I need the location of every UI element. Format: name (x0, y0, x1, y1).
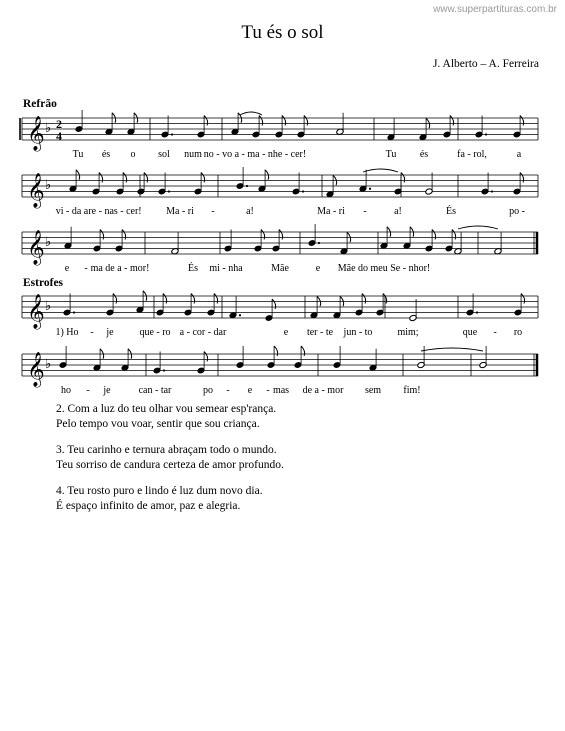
lyric-syllable: de a - mor (302, 385, 344, 396)
lyric-syllable: e (64, 263, 70, 274)
treble-clef-icon: 𝄞 (27, 174, 45, 207)
treble-clef-icon: 𝄞 (27, 353, 45, 386)
note-flag (279, 230, 283, 240)
verse-line: 4. Teu rosto puro e lindo é luz dum novo dia. (56, 485, 263, 497)
lyric-syllable: És (188, 263, 198, 274)
staff-2-notes (69, 167, 524, 198)
lyric-syllable: - (226, 385, 230, 396)
lyric-syllable: mim; (397, 327, 419, 338)
flat-icon: ♭ (45, 234, 52, 249)
flat-icon: ♭ (45, 120, 52, 135)
verse-line: Teu sorriso de candura certeza de amor profundo. (56, 458, 284, 471)
note-flag (401, 173, 405, 183)
lyric-syllable: ma de a - mor! (90, 263, 150, 274)
note-dot (476, 311, 478, 313)
lyric-syllable: que (462, 327, 478, 338)
tie (458, 226, 498, 229)
lyric-syllable: Mãe (271, 263, 289, 274)
note-flag (214, 294, 218, 304)
lyric-syllable: - (493, 327, 497, 338)
staff-3-lyrics (65, 262, 430, 274)
note-dot (318, 242, 320, 244)
lyric-syllable: És (446, 206, 456, 217)
lyric-syllable: ro (513, 327, 523, 338)
lyric-syllable: sem (364, 385, 382, 396)
lyric-syllable: Tu (72, 149, 84, 160)
verse-3 (56, 443, 284, 472)
tie (421, 348, 483, 351)
note-flag (272, 299, 276, 309)
section-label-verses: Estrofes (23, 277, 64, 289)
note-dot (168, 190, 170, 192)
note-dot (171, 133, 173, 135)
lyric-syllable: és (419, 149, 429, 160)
lyric-syllable: ter - te (306, 327, 334, 338)
note-dot (246, 185, 248, 187)
additional-verses (56, 402, 284, 525)
lyric-syllable: mas (272, 385, 290, 396)
staff-3-notes (64, 224, 502, 255)
lyric-syllable: 1) Ho (55, 327, 79, 338)
staff-2-lyrics (56, 205, 525, 217)
lyric-syllable: a (516, 149, 522, 160)
note-flag (432, 230, 436, 240)
lyric-syllable: mi - nha (209, 263, 243, 274)
lyric-syllable: a! (246, 206, 254, 217)
note-flag (144, 173, 148, 183)
verse-line: 3. Teu carinho e ternura abraçam todo o mundo. (56, 444, 277, 456)
note-dot (302, 190, 304, 192)
watermark-text: www.superpartituras.com.br (433, 4, 557, 15)
lyric-syllable: no - vo a - ma - nhe - cer! (203, 149, 307, 160)
lyric-syllable: - (363, 206, 367, 217)
flat-icon: ♭ (45, 177, 52, 192)
note-flag (261, 230, 265, 240)
staff-1-notes (75, 110, 524, 141)
staff-5-lyrics (61, 385, 421, 396)
note-flag (259, 116, 263, 126)
note-flag (201, 173, 205, 183)
note-flag (123, 173, 127, 183)
section-label-refrain: Refrão (23, 98, 57, 110)
note-flag (100, 230, 104, 240)
note-flag (521, 294, 525, 304)
lyric-syllable: vi - da a (55, 206, 89, 217)
lyric-syllable: - (211, 206, 215, 217)
lyric-syllable: je (106, 327, 114, 338)
verse-2 (56, 402, 284, 431)
flat-icon: ♭ (45, 356, 52, 371)
note-flag (520, 116, 524, 126)
time-signature-bottom: 4 (56, 129, 62, 143)
treble-clef-icon: 𝄞 (27, 295, 45, 328)
note-dot (73, 311, 75, 313)
lyric-syllable: Ma - ri (166, 206, 194, 217)
note-flag (163, 294, 167, 304)
lyric-syllable: Mãe do meu Se - nhor! (337, 263, 431, 274)
lyric-syllable: re - nas - cer! (88, 206, 142, 217)
note-dot (163, 369, 165, 371)
verse-line: Pelo tempo vou voar, sentir que sou criança. (56, 417, 260, 430)
lyric-syllable: - (86, 385, 90, 396)
note-flag (274, 346, 278, 356)
staff-5-notes (59, 346, 487, 374)
note-flag (204, 352, 208, 362)
note-dot (485, 133, 487, 135)
lyric-syllable: num (184, 149, 202, 160)
time-signature-top: 2 (56, 117, 62, 131)
lyric-syllable: a - cor - dar (179, 327, 227, 338)
note-flag (520, 173, 524, 183)
lyric-syllable: e (247, 385, 253, 396)
note-flag (452, 230, 456, 240)
lyric-syllable: - (84, 263, 88, 274)
verse-line: 2. Com a luz do teu olhar vou semear esp'rança. (56, 403, 277, 415)
song-title: Tu és o sol (241, 22, 324, 43)
staff-1-lyrics (73, 149, 522, 160)
lyric-syllable: Ma - ri (317, 206, 345, 217)
lyric-syllable: jun - to (343, 327, 373, 338)
note-flag (450, 116, 454, 126)
note-flag (191, 294, 195, 304)
note-flag (99, 173, 103, 183)
staff-5 (22, 352, 538, 388)
staff-4-notes (63, 291, 525, 322)
lyric-syllable: - (266, 385, 270, 396)
lyric-syllable: po (203, 385, 213, 396)
note-dot (239, 314, 241, 316)
lyric-syllable: e (315, 263, 321, 274)
lyric-syllable: que - ro (139, 327, 171, 338)
verse-4 (56, 484, 284, 513)
lyric-syllable: can - tar (138, 385, 172, 396)
lyric-syllable: fa - rol, (457, 149, 487, 160)
composer-credit: J. Alberto – A. Ferreira (432, 58, 539, 70)
lyric-syllable: a! (394, 206, 402, 217)
note-flag (204, 116, 208, 126)
staff-4-lyrics (55, 327, 522, 338)
note-flag (304, 116, 308, 126)
lyric-syllable: sol (158, 149, 170, 160)
treble-clef-icon: 𝄞 (27, 117, 45, 150)
lyric-syllable: Tu (385, 149, 397, 160)
note-dot (491, 190, 493, 192)
tie (240, 112, 262, 115)
lyric-syllable: je (103, 385, 111, 396)
note-flag (301, 346, 305, 356)
note-flag (113, 294, 117, 304)
lyric-syllable: o (130, 149, 136, 160)
flat-icon: ♭ (45, 298, 52, 313)
note-dot (369, 188, 371, 190)
lyric-syllable: - (90, 327, 94, 338)
treble-clef-icon: 𝄞 (27, 231, 45, 264)
note-flag (362, 294, 366, 304)
lyric-syllable: fim! (403, 385, 421, 396)
lyric-syllable: po - (509, 206, 525, 217)
lyric-syllable: és (101, 149, 111, 160)
verse-line: É espaço infinito de amor, paz e alegria. (56, 499, 241, 512)
note-flag (122, 230, 126, 240)
lyric-syllable: ho (61, 385, 71, 396)
note-flag (282, 116, 286, 126)
staff-4 (22, 294, 538, 330)
tie (363, 169, 398, 172)
lyric-syllable: e (283, 327, 289, 338)
